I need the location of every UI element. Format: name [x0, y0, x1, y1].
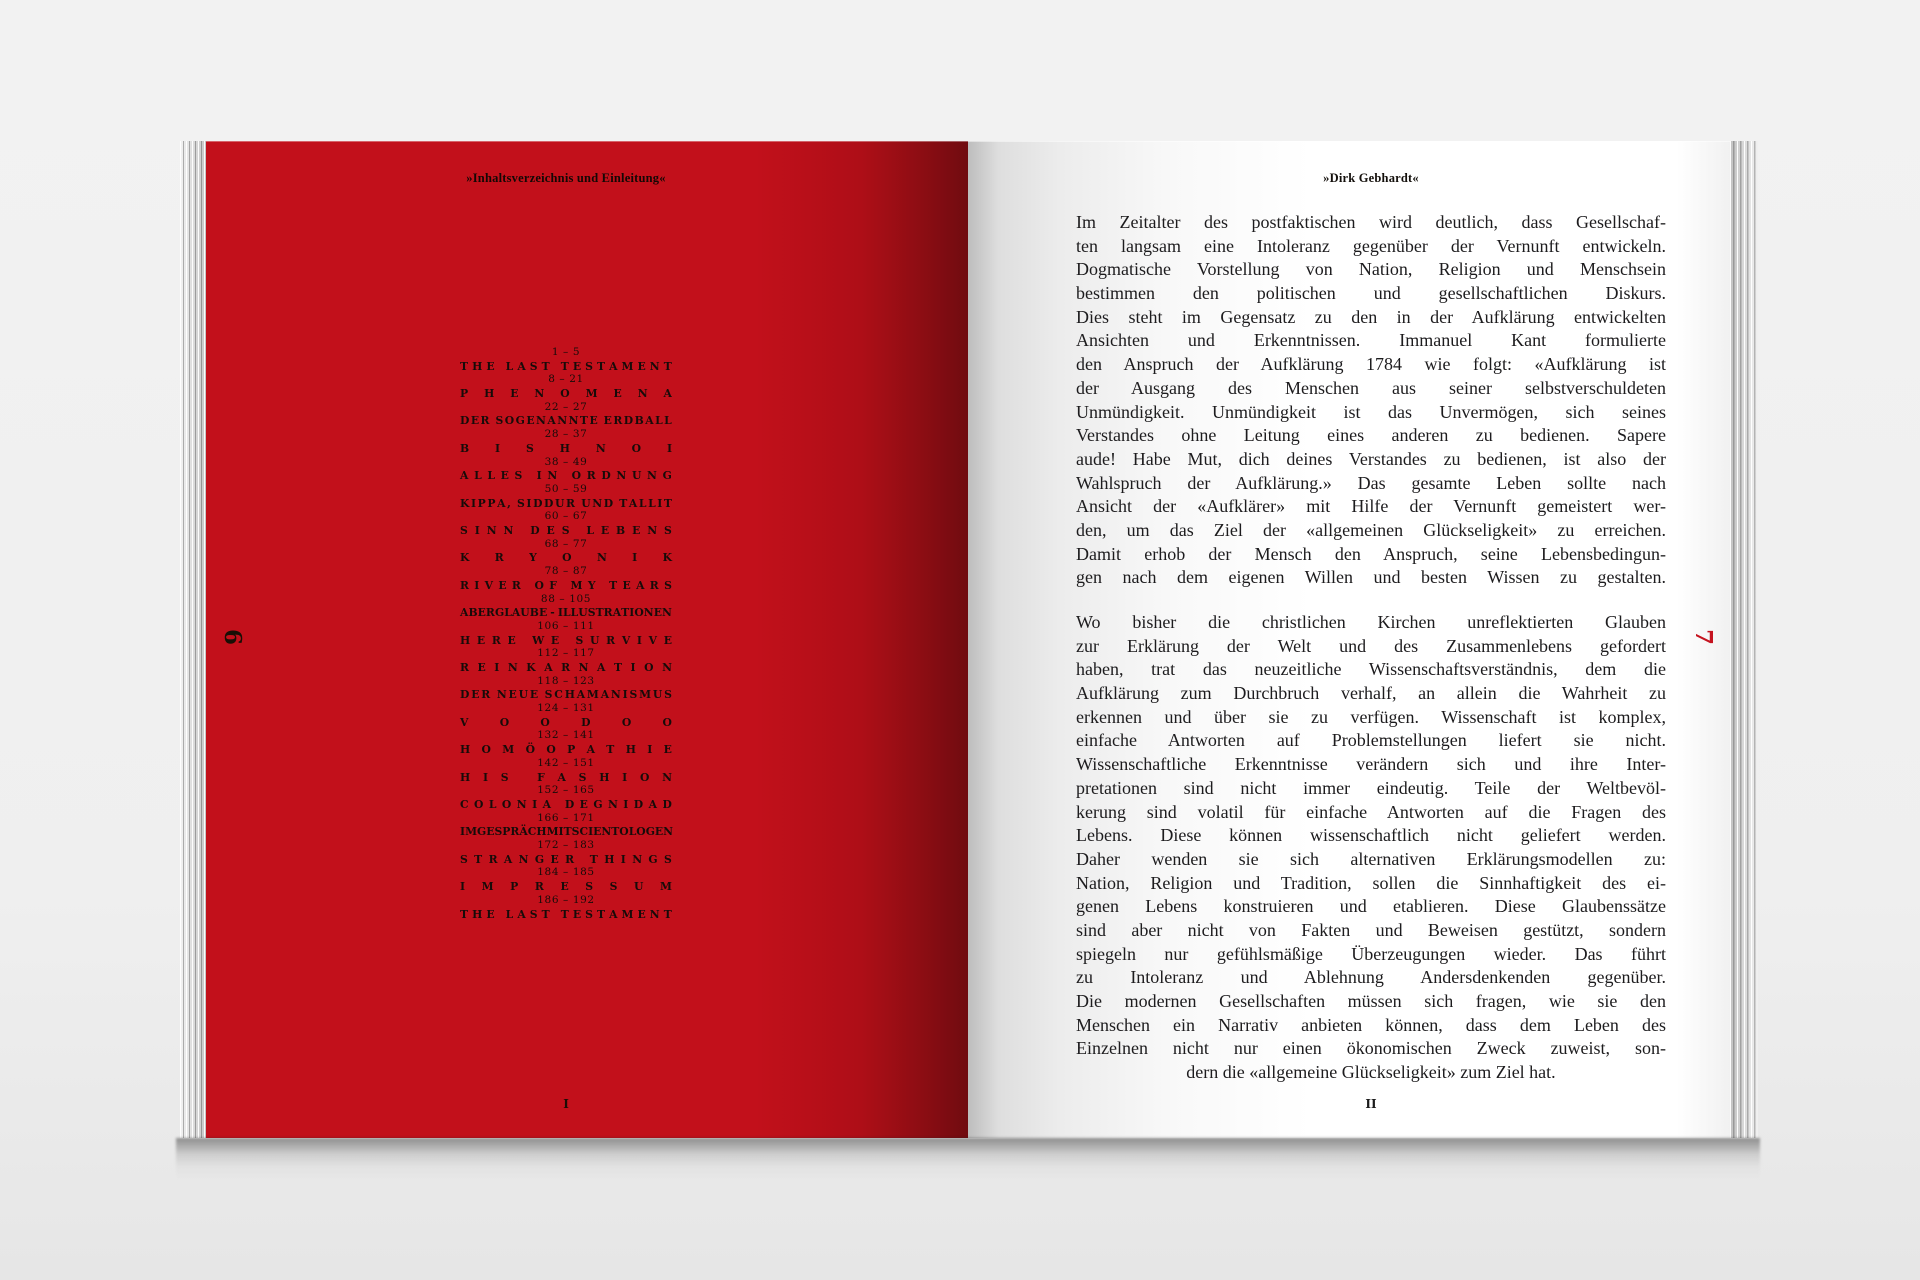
toc-entry: [460, 839, 672, 866]
toc-title: A L L E S I N O R D N U N G: [460, 469, 672, 483]
toc-page: [206, 141, 968, 1138]
essay-line: Die modernen Gesellschaften müssen sich fragen, wie sie den: [1076, 991, 1666, 1011]
essay-paragraph: [1076, 611, 1666, 1085]
toc-page-range: 1 – 5: [551, 346, 581, 358]
toc-entry: [460, 647, 672, 674]
toc-entry: [460, 538, 672, 565]
essay-line: Menschen ein Narrativ anbieten können, dass dem Leben des: [1076, 1014, 1666, 1035]
toc-title: H O M Ö O P A T H I E: [460, 743, 672, 757]
essay-line: zur Erklärung der Welt und des Zusammenlebens gefordert: [1076, 635, 1666, 656]
table-of-contents: [460, 346, 672, 921]
essay-line: erkennen und über sie zu verfügen. Wissenschaft ist komplex,: [1076, 706, 1666, 727]
essay-line: ten langsam eine Intoleranz gegenüber der Vernunft entwickeln.: [1076, 235, 1666, 256]
essay-line: dern die «allgemeine Glückseligkeit» zum Ziel hat.: [1186, 1062, 1556, 1083]
toc-page-range: 28 – 37: [544, 428, 588, 441]
toc-title: H I S F A S H I O N: [460, 770, 672, 784]
essay-line: haben, trat das neuzeitliche Wissenschaftsverständnis, dem die: [1076, 659, 1666, 680]
essay-line: Nation, Religion und Tradition, sollen die Sinnhaftigkeit des ei-: [1076, 872, 1666, 893]
toc-title: H E R E W E S U R V I V E: [460, 633, 672, 647]
toc-entry: [460, 510, 672, 537]
essay-line: Wissenschaftliche Erkenntnisse verändern sich und ihre Inter-: [1076, 754, 1666, 775]
essay-line: sind aber nicht von Fakten und Beweisen gestützt, sondern: [1076, 919, 1666, 940]
essay-line: Unmündigkeit. Unmündigkeit ist das Unvermögen, sich seines: [1076, 401, 1666, 422]
toc-page-range: 68 – 77: [544, 537, 588, 550]
toc-page-range: 118 – 123: [537, 674, 595, 687]
essay-line: den Anspruch der Aufklärung 1784 wie folgt: «Aufklärung ist: [1076, 354, 1666, 375]
toc-title: B I S H N O I: [460, 441, 672, 455]
essay-line: Ansicht der «Aufklärer» mit Hilfe der Vernunft gemeistert wer-: [1076, 496, 1666, 517]
toc-entry: [460, 757, 672, 784]
essay-line: kerung sind volatil für einfache Antworten auf die Fragen des: [1076, 801, 1666, 822]
toc-entry: [460, 729, 672, 756]
right-page-number: 7: [1690, 628, 1717, 645]
essay-line: Verstandes ohne Leitung eines anderen zu bedienen. Sapere: [1076, 425, 1666, 446]
page-stack-left-edge: [180, 141, 206, 1138]
toc-entry: [460, 401, 672, 428]
essay-line: Daher wenden sie sich alternativen Erklärungsmodellen zu:: [1076, 848, 1666, 869]
essay-line: den, um das Ziel der «allgemeinen Glückseligkeit» zu erreichen.: [1076, 519, 1666, 540]
toc-page-range: 184 – 185: [537, 866, 595, 879]
toc-page-range: 172 – 183: [537, 839, 595, 852]
toc-title: R E I N K A R N A T I O N: [460, 660, 672, 674]
toc-page-range: 152 – 165: [537, 784, 595, 797]
toc-entry: [460, 483, 672, 510]
essay-line: aude! Habe Mut, dich deines Verstandes zu bedienen, ist also der: [1076, 448, 1666, 469]
toc-page-range: 50 – 59: [544, 482, 588, 495]
toc-page-range: 112 – 117: [537, 647, 595, 660]
essay-line: Wahlspruch der Aufklärung.» Das gesamte Leben sollte nach: [1076, 472, 1666, 493]
toc-title: S I N N D E S L E B E N S: [460, 524, 672, 538]
right-page-header: »Dirk Gebhardt«: [1323, 171, 1419, 185]
essay-line: genen Lebens konstruieren und etablieren. Diese Glaubenssätze: [1076, 896, 1666, 917]
toc-title: R I V E R O F M Y T E A R S: [460, 578, 672, 592]
toc-title: D E R N E U E S C H A M A N I S M U S: [460, 688, 672, 702]
essay-paragraph: [1076, 211, 1666, 590]
toc-page-range: 8 – 21: [548, 373, 584, 386]
toc-page-range: 166 – 171: [537, 811, 595, 824]
page-stack-right-edge: [1730, 141, 1758, 1138]
essay-line: bestimmen den politischen und gesellschaftlichen Diskurs.: [1076, 283, 1666, 304]
toc-entry: [460, 593, 672, 620]
essay-line: der Ausgang des Menschen aus seiner selbstverschuldeten: [1076, 377, 1666, 398]
essay-page: [968, 141, 1730, 1138]
toc-entry: [460, 812, 672, 839]
toc-entry: [460, 346, 672, 373]
essay-line: pretationen sind nicht immer eindeutig. Teile der Weltbevöl-: [1076, 777, 1666, 798]
essay-line: Im Zeitalter des postfaktischen wird deutlich, dass Gesellschaf-: [1076, 212, 1666, 232]
toc-page-range: 38 – 49: [544, 455, 588, 468]
essay-line: Lebens. Diese können wissenschaftlich nicht geliefert werden.: [1076, 825, 1666, 846]
toc-title: C O L O N I A D E G N I D A D: [460, 797, 672, 811]
essay-line: Wo bisher die christlichen Kirchen unreflektierten Glauben: [1076, 612, 1666, 632]
toc-entry: [460, 866, 672, 893]
essay-line: gen nach dem eigenen Willen und besten Wissen zu gestalten.: [1076, 567, 1666, 588]
essay-line: Einzelnen nicht nur einen ökonomischen Zweck zuweist, son-: [1076, 1038, 1666, 1059]
toc-entry: [460, 784, 672, 811]
toc-entry: [460, 675, 672, 702]
toc-title: T H E L A S T T E S T A M E N T: [460, 907, 672, 921]
toc-page-range: 22 – 27: [544, 400, 588, 413]
toc-page-range: 88 – 105: [540, 592, 592, 605]
essay-line: einfache Antworten auf Problemstellungen liefert sie nicht.: [1076, 730, 1666, 751]
toc-entry: [460, 702, 672, 729]
toc-page-range: 106 – 111: [537, 619, 595, 632]
toc-entry: [460, 565, 672, 592]
toc-page-range: 78 – 87: [544, 565, 588, 578]
toc-entry: [460, 620, 672, 647]
right-page-footer: II: [1365, 1097, 1377, 1111]
essay-line: spiegeln nur gefühlsmäßige Überzeugungen wieder. Das führt: [1076, 943, 1666, 964]
left-page-header: »Inhaltsverzeichnis und Einleitung«: [466, 171, 666, 185]
essay-line: Dogmatische Vorstellung von Nation, Religion und Menschsein: [1076, 259, 1666, 280]
essay-line: Ansichten und Erkenntnissen. Immanuel Kant formulierte: [1076, 330, 1666, 351]
toc-page-range: 132 – 141: [537, 729, 595, 742]
toc-entry: [460, 373, 672, 400]
toc-page-range: 124 – 131: [537, 702, 595, 715]
toc-title: K I P P A , S I D D U R U N D T A L L I T: [460, 496, 672, 510]
essay-text: [1076, 211, 1666, 1085]
toc-page-range: 60 – 67: [544, 510, 588, 523]
toc-title: I M P R E S S U M: [460, 880, 672, 894]
toc-title: A B E R G L A U B E - I L L U S T R A T I O N E N: [460, 606, 672, 620]
toc-title: S T R A N G E R T H I N G S: [460, 852, 672, 866]
essay-line: Aufklärung zum Durchbruch verhalf, an allein die Wahrheit zu: [1076, 683, 1666, 704]
toc-title: K R Y O N I K: [460, 551, 672, 565]
book-shadow: [176, 1138, 1760, 1180]
toc-title: D E R S O G E N A N N T E E R D B A L L: [460, 414, 672, 428]
toc-entry: [460, 894, 672, 921]
toc-page-range: 142 – 151: [537, 756, 595, 769]
toc-page-range: 186 – 192: [537, 893, 595, 906]
toc-title: I M G E S P R Ä C H M I T S C I E N T O L O G E N: [460, 825, 674, 839]
essay-line: zu Intoleranz und Ablehnung Andersdenkenden gegenüber.: [1076, 967, 1666, 988]
toc-title: P H E N O M E N A: [460, 387, 672, 401]
toc-title: T H E L A S T T E S T A M E N T: [460, 359, 672, 373]
essay-line: Damit erhob der Mensch den Anspruch, seine Lebensbedingun-: [1076, 543, 1666, 564]
left-page-number: 6: [219, 628, 246, 645]
left-page-footer: I: [563, 1097, 569, 1111]
toc-title: V O O D O O: [460, 715, 672, 729]
toc-entry: [460, 428, 672, 455]
toc-entry: [460, 456, 672, 483]
essay-line: Dies steht im Gegensatz zu den in der Aufklärung entwickelten: [1076, 306, 1666, 327]
